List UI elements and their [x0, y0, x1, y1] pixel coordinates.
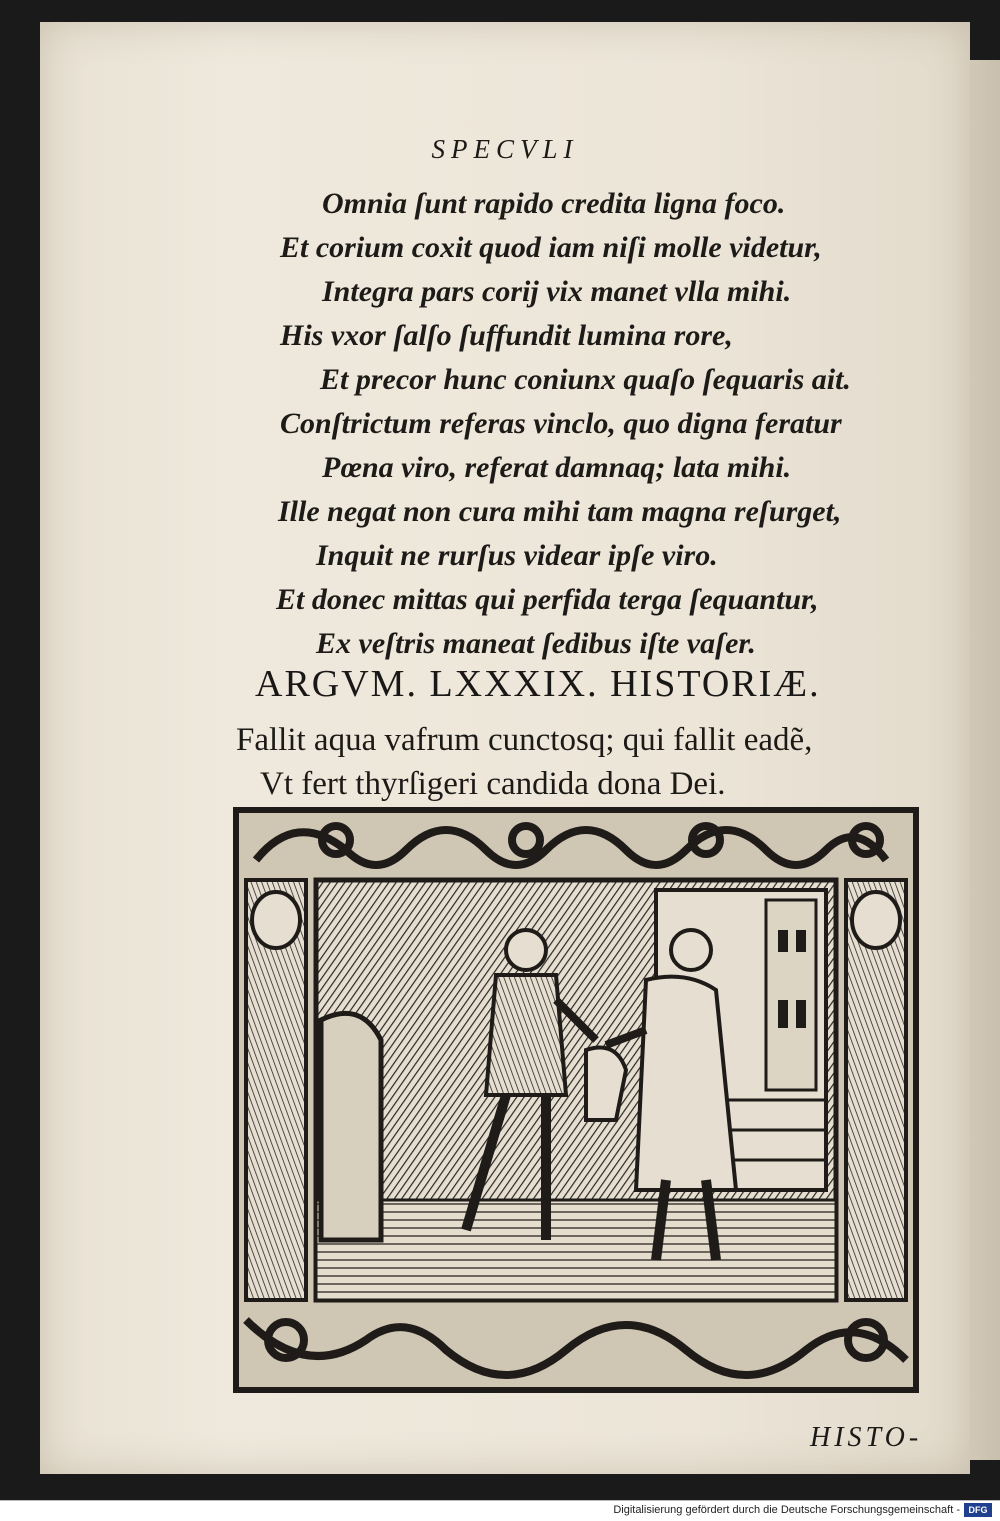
- scene-floor: [316, 1200, 836, 1300]
- footer-credit: Digitalisierung gefördert durch die Deutsche Forschungsgemeinschaft -: [613, 1504, 960, 1516]
- argument-heading: ARGVM. LXXXIX. HISTORIÆ.: [255, 663, 821, 705]
- verse-line: Et corium coxit quod iam niſi molle videtur,: [280, 231, 822, 264]
- verse-line: Et donec mittas qui perfida terga ſequantur,: [276, 583, 819, 616]
- verse-line: Integra pars corij vix manet vlla mihi.: [322, 275, 792, 308]
- catchword: HISTO-: [810, 1422, 923, 1453]
- verse-line: Ex veſtris maneat ſedibus iſte vaſer.: [316, 627, 756, 660]
- verse-line: Ille negat non cura mihi tam magna reſurget,: [278, 495, 842, 528]
- wine-jug: [586, 1048, 626, 1121]
- right-herm-figure: [846, 880, 906, 1300]
- verse-line: Conſtrictum referas vinclo, quo digna feratur: [280, 407, 842, 440]
- running-head: SPECVLI: [431, 134, 579, 164]
- verse-line: His vxor ſalſo ſuffundit lumina rore,: [280, 319, 733, 352]
- argument-line: Vt fert thyrſigeri candida dona Dei.: [260, 766, 726, 802]
- left-herm-figure: [246, 880, 306, 1300]
- dfg-logo: DFG: [964, 1503, 992, 1517]
- argument-line: Fallit aqua vafrum cunctosq; qui fallit eadẽ,: [236, 722, 813, 758]
- verse-line: Pœna viro, referat damnaq; lata mihi.: [322, 451, 792, 484]
- verse-line: Et precor hunc coniunx quaſo ſequaris ait.: [320, 363, 851, 396]
- verse-line: Omnia ſunt rapido credita ligna foco.: [322, 187, 786, 220]
- barrel: [321, 1013, 381, 1240]
- tower: [766, 900, 816, 1090]
- verse-line: Inquit ne rurſus videar ipſe viro.: [316, 539, 718, 572]
- footer-bar: [0, 1500, 1000, 1521]
- woodcut-illustration: [226, 800, 926, 1400]
